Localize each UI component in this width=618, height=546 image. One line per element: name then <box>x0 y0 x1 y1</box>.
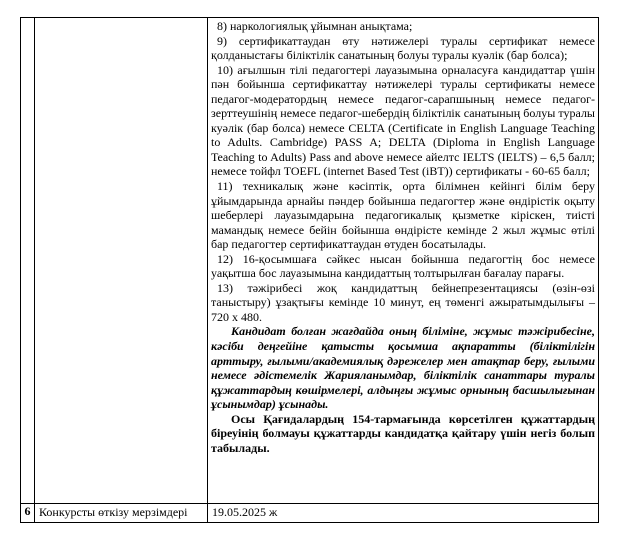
row-6-value: 19.05.2025 ж <box>212 505 278 519</box>
paragraph-item-10: 10) ағылшын тілі педагогтері лауазымына орналасуға кандидаттар үшін пән бойынша сертификаттау нәтижелері туралы сертификаты немесе педагог-модератордың немесе педагог-сарапшының немесе педагог-зерттеушінің немесе педагог-шебердің біліктілік санатының болуы туралы куәлік (бар болса) немесе CELTA (Certificate in English Language Teaching to Adults. Cambridge) PASS A; DELTA (Diploma in English Language Teaching to Adults) Pass and above немесе айелтс IELTS (IELTS) – 6,5 балл; немесе тойфл TOEFL (internet Based Test (iBT)) сертификаты - 60-65 балл; <box>211 62 595 179</box>
paragraph-item-12: 12) 16-қосымшаға сәйкес нысан бойынша педагогтің бос немесе уақытша бос лауазымына кандидаттың толтырылған бағалау парағы. <box>211 251 595 281</box>
paragraph-item-13: 13) тәжірибесі жоқ кандидаттың бейнепрезентациясы (өзін-өзі таныстыру) ұзақтығы кемінде 10 минут, ең төменгі ажыратымдылығы – 720 x 480. <box>211 280 595 324</box>
requirements-paragraphs <box>208 18 598 456</box>
row-6-label-cell <box>35 504 208 523</box>
paragraph-item-11: 11) техникалық және кәсіптік, орта білімнен кейінгі білім беру ұйымдарында арнайы пәндер бойынша педагогтер және өндірістік оқыту шеберлері лауазымдарына педагогикалық қызметке кіріскен, тиісті мамандық немесе бейін бойынша өндірісте кемінде 2 жыл жұмыс өтілі бар педагогтер сертификаттаудан өтуден босатылады. <box>211 179 595 252</box>
paragraph-candidate-note: Кандидат болған жағдайда оның біліміне, жұмыс тәжірибесіне, кәсіби деңгейіне қатысты қосымша ақпаратты (біліктілігін арттыру, ғылыми/академиялық дәрежелер мен атақтар беру, ғылыми немесе әдістемелік Жарияланымдар, біліктілік санаттары туралы құжаттардың көшірмелері, алдыңғы жұмыс орнының басшылығынан ұсынымдар) ұсынады. <box>211 324 595 412</box>
paragraph-item-9: 9) сертификаттаудан өту нәтижелері туралы сертификат немесе қолданыстағы біліктілік санатының болуы туралы куәлік (бар болса); <box>211 33 595 63</box>
paragraph-rules-note: Осы Қағидалардың 154-тармағында көрсетілген құжаттардың біреуінің болмауы құжаттарды кандидатқа қайтару үшін негіз болып табылады. <box>211 411 595 455</box>
row-6-value-cell <box>208 504 599 523</box>
table-row-continuation <box>21 18 599 504</box>
cell-label-empty <box>35 18 208 504</box>
row-6-label: Конкурсты өткізу мерзімдері <box>39 505 188 519</box>
cell-number-empty <box>21 18 35 504</box>
table-row-6 <box>21 504 599 523</box>
cell-requirements-text <box>208 18 599 504</box>
row-6-number: 6 <box>21 504 35 523</box>
document-table <box>20 17 599 523</box>
paragraph-item-8: 8) наркологиялық ұйымнан анықтама; <box>217 19 413 33</box>
